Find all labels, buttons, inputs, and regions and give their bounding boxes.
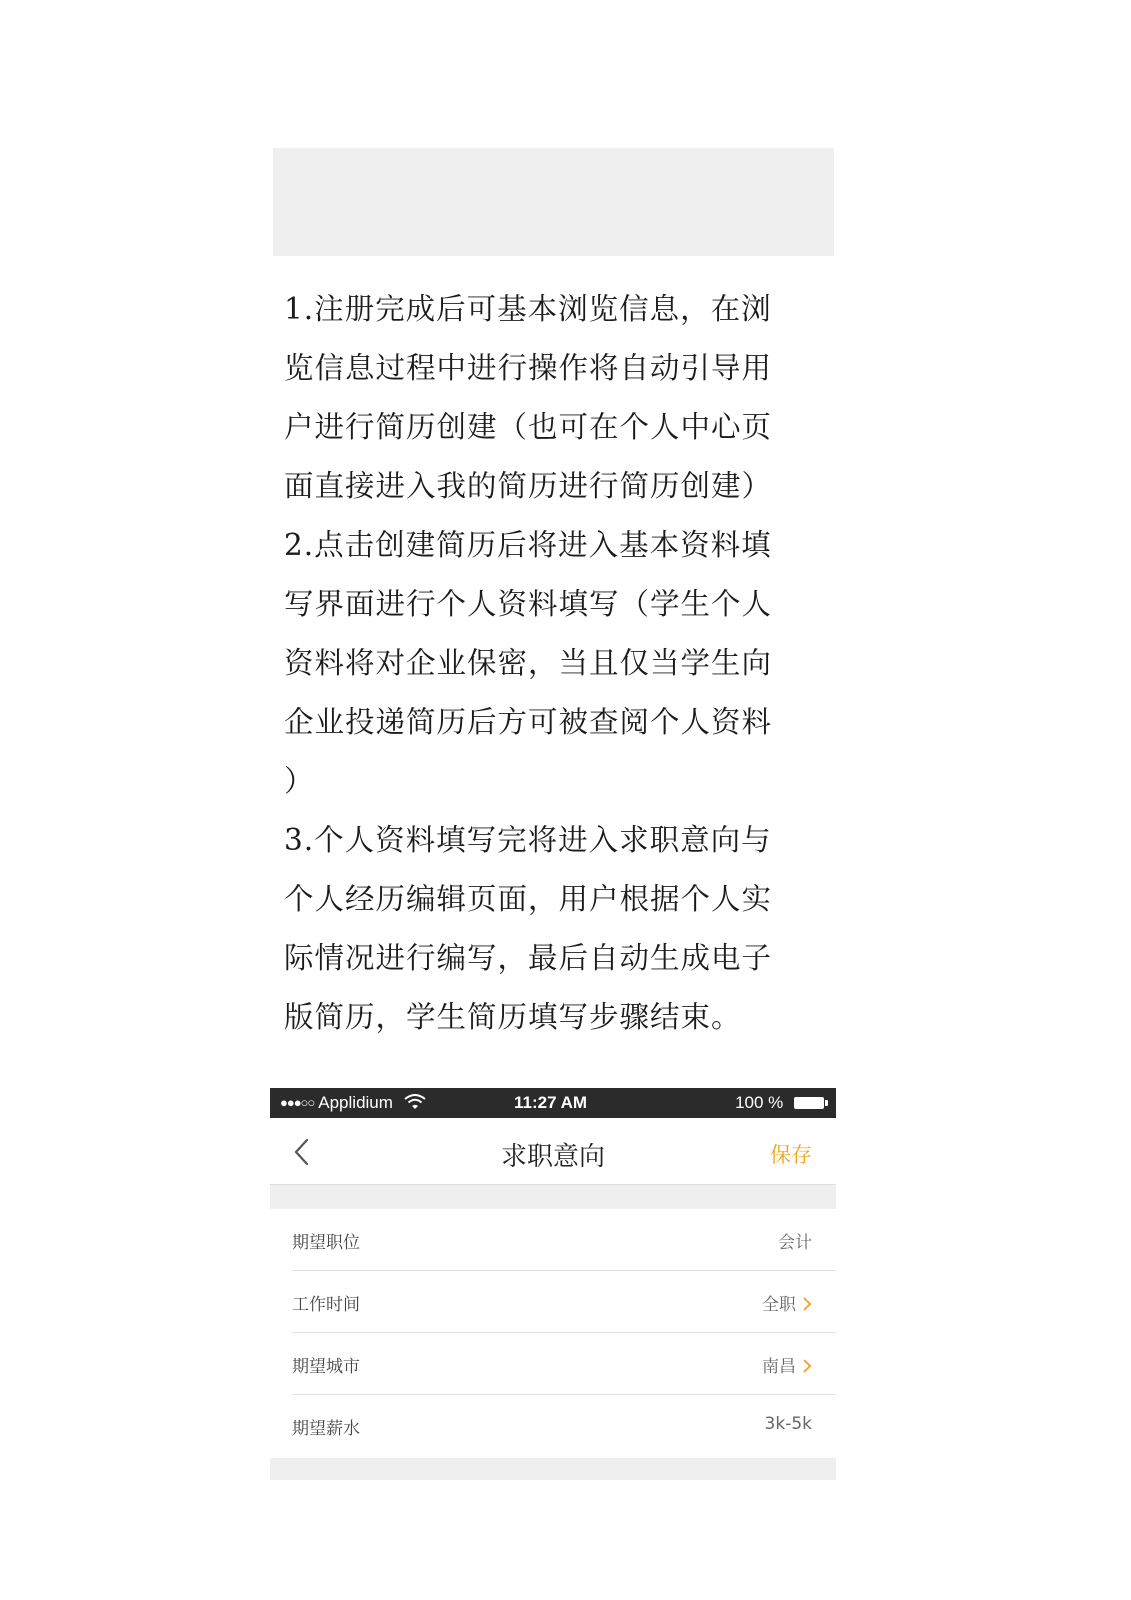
battery-indicator bbox=[735, 1093, 824, 1113]
row-label: 期望薪水 bbox=[292, 1419, 360, 1439]
carrier-name: Applidium bbox=[318, 1093, 393, 1112]
form-row-expected-city[interactable] bbox=[292, 1333, 836, 1395]
row-label: 工作时间 bbox=[292, 1295, 360, 1315]
form-row-expected-salary[interactable] bbox=[292, 1395, 836, 1456]
text-line: 面直接进入我的简历进行简历创建） bbox=[284, 469, 773, 503]
text-line: 个人经历编辑页面，用户根据个人实 bbox=[284, 882, 773, 916]
text-line: 户进行简历创建（也可在个人中心页 bbox=[284, 410, 773, 444]
battery-percent: 100 % bbox=[735, 1093, 784, 1112]
row-label: 期望城市 bbox=[292, 1357, 360, 1377]
signal-strength-icon: ●●●○○ bbox=[280, 1095, 315, 1110]
chevron-right-icon bbox=[802, 1297, 812, 1311]
instructions-text bbox=[284, 280, 829, 1047]
row-value: 全职 bbox=[762, 1290, 812, 1315]
row-value: 3k-5k bbox=[764, 1414, 812, 1434]
navigation-bar bbox=[270, 1118, 836, 1184]
image-placeholder bbox=[273, 148, 834, 256]
text-line: 企业投递简历后方可被查阅个人资料 bbox=[284, 705, 773, 739]
job-intention-form bbox=[270, 1209, 836, 1456]
form-row-work-time[interactable] bbox=[292, 1271, 836, 1333]
section-divider bbox=[270, 1458, 836, 1480]
text-line: 写界面进行个人资料填写（学生个人 bbox=[284, 587, 773, 621]
row-label: 期望职位 bbox=[292, 1233, 360, 1253]
text-line: 3.个人资料填写完将进入求职意向与 bbox=[284, 823, 772, 857]
row-value: 南昌 bbox=[762, 1352, 812, 1377]
carrier-indicator bbox=[280, 1093, 426, 1113]
save-button[interactable]: 保存 bbox=[770, 1143, 812, 1167]
text-line: ） bbox=[284, 764, 315, 798]
section-divider bbox=[270, 1184, 836, 1209]
text-line: 际情况进行编写，最后自动生成电子 bbox=[284, 941, 773, 975]
text-line: 览信息过程中进行操作将自动引导用 bbox=[284, 351, 773, 385]
text-line: 版简历，学生简历填写步骤结束。 bbox=[284, 1000, 742, 1034]
text-line: 2.点击创建简历后将进入基本资料填 bbox=[284, 528, 772, 562]
text-line: 1.注册完成后可基本浏览信息，在浏 bbox=[284, 292, 772, 326]
form-row-expected-position[interactable] bbox=[292, 1209, 836, 1271]
status-time: 11:27 AM bbox=[514, 1093, 588, 1112]
wifi-icon bbox=[404, 1094, 426, 1110]
text-line: 资料将对企业保密，当且仅当学生向 bbox=[284, 646, 773, 680]
page-title: 求职意向 bbox=[500, 1142, 605, 1172]
battery-icon bbox=[794, 1097, 824, 1109]
row-value: 会计 bbox=[778, 1233, 812, 1253]
phone-screenshot bbox=[270, 1088, 836, 1480]
status-bar bbox=[270, 1088, 836, 1118]
chevron-right-icon bbox=[802, 1359, 812, 1373]
